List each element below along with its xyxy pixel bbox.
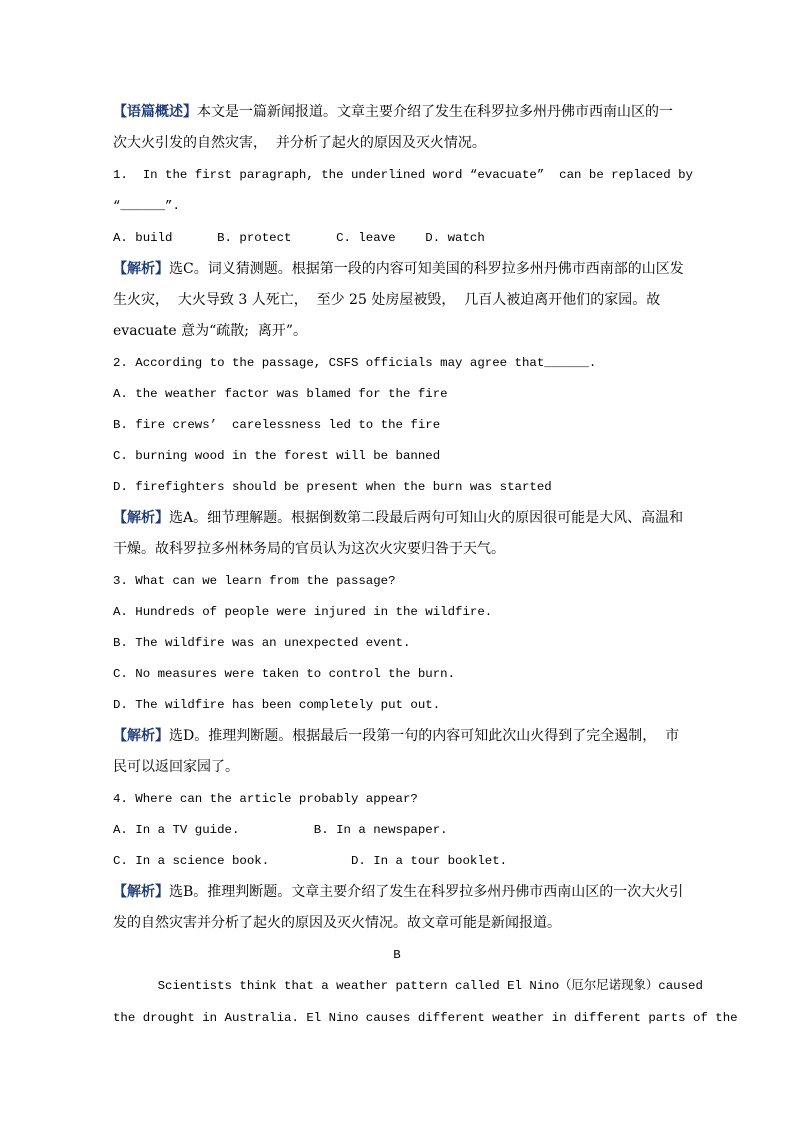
q3-option-d: D. The wildfire has been completely put out.: [113, 698, 441, 712]
section-b-paragraph-line-2: the drought in Australia. El Nino causes different weather in different parts of the: [113, 1011, 738, 1025]
q1-analysis-line-1: [113, 259, 684, 281]
q4-analysis-line-2: 发的自然灾害并分析了起火的原因及灭火情况。故文章可能是新闻报道。: [113, 915, 561, 931]
q4-analysis-text-1: 选B。推理判断题。文章主要介绍了发生在科罗拉多州丹佛市西南山区的一次大火引: [169, 884, 684, 900]
q2-analysis-line-2: 干燥。故科罗拉多州林务局的官员认为这次火灾要归咎于天气。: [113, 541, 505, 557]
q3-option-b: B. The wildfire was an unexpected event.: [113, 636, 411, 650]
q1-stem-line-1: 1. In the first paragraph, the underlined word “evacuate” can be replaced by: [113, 168, 693, 182]
summary-text-1: 本文是一篇新闻报道。文章主要介绍了发生在科罗拉多州丹佛市西南山区的一: [197, 104, 673, 120]
q2-option-c: C. burning wood in the forest will be banned: [113, 449, 441, 463]
q4-options-ab: A. In a TV guide. B. In a newspaper.: [113, 823, 448, 837]
q1-analysis-line-3: evacuate 意为“疏散; 离开”。: [113, 323, 308, 339]
q4-options-cd: C. In a science book. D. In a tour booklet.: [113, 854, 508, 868]
q2-option-b: B. fire crews’ carelessness led to the fire: [113, 418, 441, 432]
summary-line-2: 次大火引发的自然灾害， 并分析了起火的原因及灭火情况。: [113, 135, 486, 151]
q3-option-c: C. No measures were taken to control the burn.: [113, 667, 456, 681]
q2-analysis-text-1: 选A。细节理解题。根据倒数第二段最后两句可知山火的原因很可能是大风、高温和: [169, 510, 684, 526]
q3-option-a: A. Hundreds of people were injured in the wildfire.: [113, 605, 493, 619]
q1-options: A. build B. protect C. leave D. watch: [113, 231, 485, 245]
summary-tag: 【语篇概述】: [113, 104, 197, 120]
q3-analysis-text-1: 选D。推理判断题。根据最后一段第一句的内容可知此次山火得到了完全遏制， 市: [169, 728, 680, 744]
q4-stem: 4. Where can the article probably appear?: [113, 792, 418, 806]
q3-analysis-line-1: [113, 726, 681, 748]
q4-analysis-line-1: [113, 882, 684, 904]
q1-analysis-text-1: 选C。词义猜测题。根据第一段的内容可知美国的科罗拉多州丹佛市西南部的山区发: [169, 261, 684, 277]
q1-analysis-line-2: 生火灾， 大火导致 3 人死亡， 至少 25 处房屋被毁， 几百人被迫离开他们的家园。故: [113, 292, 661, 308]
q3-stem: 3. What can we learn from the passage?: [113, 574, 396, 588]
section-b-paragraph-line-1: Scientists think that a weather pattern called El Nino（厄尔尼诺现象）caused: [113, 979, 703, 993]
section-b-heading: B: [393, 948, 401, 962]
q4-analysis-tag: 【解析】: [113, 884, 169, 900]
q1-analysis-tag: 【解析】: [113, 261, 169, 277]
q2-analysis-tag: 【解析】: [113, 510, 169, 526]
q2-option-a: A. the weather factor was blamed for the fire: [113, 387, 448, 401]
q3-analysis-tag: 【解析】: [113, 728, 169, 744]
q3-analysis-line-2: 民可以返回家园了。: [113, 759, 239, 775]
q2-option-d: D. firefighters should be present when the burn was started: [113, 480, 552, 494]
q2-analysis-line-1: [113, 508, 684, 530]
summary-line-1: [113, 102, 681, 124]
q1-stem-line-2: “______”.: [113, 199, 180, 213]
q2-stem: 2. According to the passage, CSFS officials may agree that______.: [113, 356, 597, 370]
